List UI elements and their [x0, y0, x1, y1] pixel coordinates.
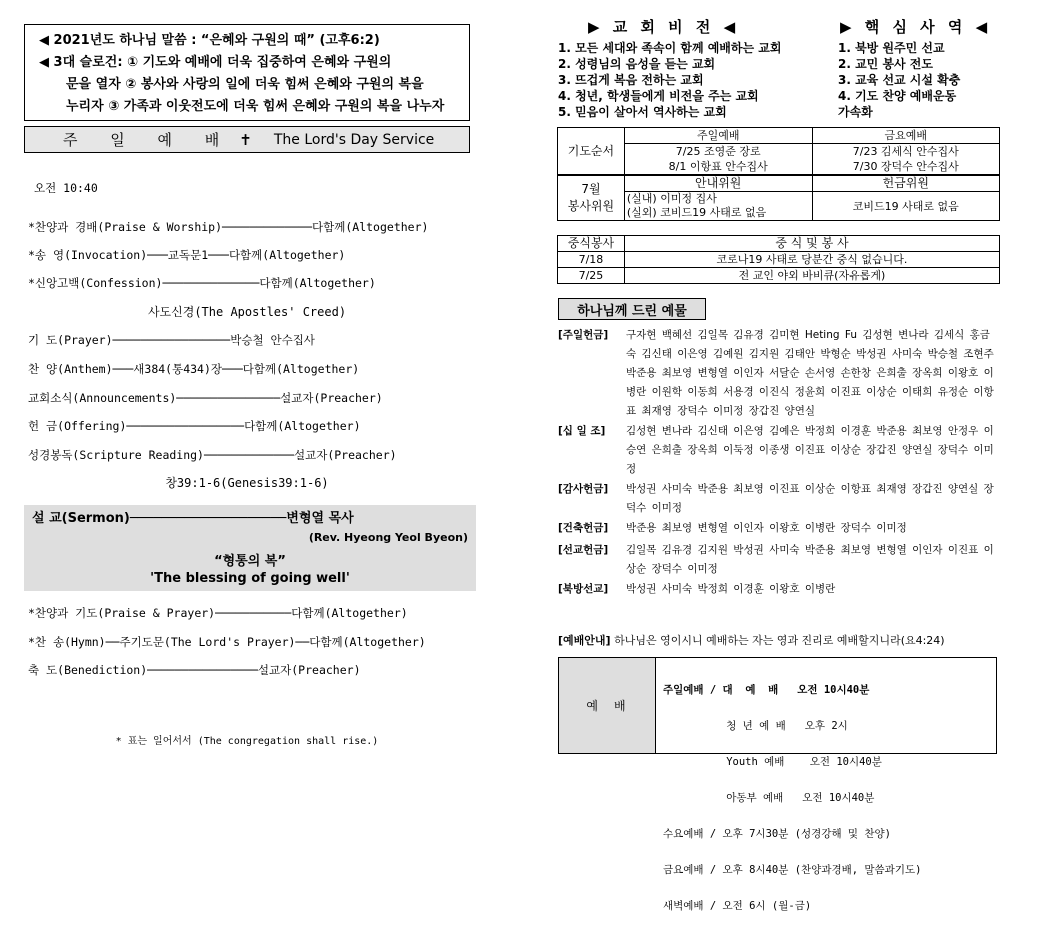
offering-names: 구자현 백혜선 김일목 김유경 김미현 Heting Fu 김성현 변나라 김세식 홍금숙 김신태 이은영 김예원 김지원 김태안 박형순 박성권 사미숙 박승철 조현주 박준용 최보영 변형열 이인자 서달순 손서영 손한창 은희출 장옥희 이왕호 이병란 이원학 이동희 서용경 이진식 정윤희 이진표 이상순 이태희 유정순 이항표 최재영 장덕수 이미정 장갑진 양연실 — [626, 329, 994, 417]
order-confession: *신앙고백(Confession)──────────────다함께(Altogether) — [28, 276, 376, 290]
worship-line: Youth 예배 오전 10시40분 — [663, 756, 882, 768]
table-cell: 8/1 이항표 안수집사 — [624, 159, 812, 175]
table-cell: 전 교인 야외 바비큐(자유롭게) — [624, 268, 999, 284]
sermon-box — [24, 505, 476, 591]
offering-category: [감사헌금] — [558, 483, 609, 495]
guide-label: [예배안내] — [558, 634, 611, 647]
service-header — [24, 126, 470, 153]
service-title-en: The Lord's Day Service — [273, 131, 435, 148]
order-offering: 헌 금(Offering)─────────────────다함께(Altogether) — [28, 419, 361, 433]
table-cell: 코로나19 사태로 당분간 중식 없습니다. — [624, 252, 999, 268]
list-item: 1. 모든 세대와 족속이 함께 예배하는 교회 — [558, 41, 782, 55]
motto-line-1: ◀ 2021년도 하나님 말씀 : “은혜와 구원의 때” (고후6:2) — [39, 33, 380, 48]
motto-line-4: 누리자 ③ 가족과 이웃전도에 더욱 힘써 은혜와 구원의 복을 나누자 — [66, 99, 445, 114]
core-list — [838, 40, 960, 120]
list-item: 가속화 — [838, 105, 873, 119]
offering-head: 헌금위원 — [812, 175, 999, 192]
motto-line-3: 문을 열자 ② 봉사와 사랑의 일에 더욱 힘써 은혜와 구원의 복을 — [66, 77, 424, 92]
lunch-head: 중식봉사 — [558, 236, 625, 252]
vision-list — [558, 40, 781, 120]
table-cell: 7/30 장덕수 안수집사 — [812, 159, 999, 175]
usher-cell — [624, 192, 812, 221]
lunch-head-2: 중 식 및 봉 사 — [624, 236, 999, 252]
vision-title: ▶ 교 회 비 전 ◀ — [588, 18, 740, 36]
offering-category: [주일헌금] — [558, 329, 609, 341]
worship-label: 예배 — [559, 658, 656, 753]
worship-line: 아동부 예배 오전 10시40분 — [663, 792, 875, 804]
prayer-label: 기도순서 — [558, 128, 625, 176]
list-item: 4. 청년, 학생들에게 비전을 주는 교회 — [558, 89, 759, 103]
offering-row — [558, 580, 1000, 599]
list-item: 3. 뜨겁게 복음 전하는 교회 — [558, 73, 704, 87]
list-item: 3. 교육 선교 시설 확충 — [838, 73, 961, 87]
offering-row — [558, 480, 1000, 518]
offering-names: 박준용 최보영 변형열 이인자 이왕호 이병란 장덕수 이미정 — [626, 522, 907, 534]
offering-category: [건축헌금] — [558, 522, 609, 534]
list-item: 5. 믿음이 살아서 역사하는 교회 — [558, 105, 727, 119]
scripture-ref: 창39:1-6(Genesis39:1-6) — [165, 476, 329, 490]
sunday-head: 주일예배 — [624, 128, 812, 144]
order-benediction: 축 도(Benediction)────────────────설교자(Preacher) — [28, 663, 361, 677]
service-title-ko: 주 일 예 배 — [63, 131, 234, 149]
list-item: 4. 기도 찬양 예배운동 — [838, 89, 957, 103]
table-cell: 7/23 김세식 안수집사 — [812, 144, 999, 160]
worship-schedule — [558, 657, 997, 912]
order-hymn: *찬 송(Hymn)──주기도문(The Lord's Prayer)──다함께(Altogether) — [28, 635, 426, 649]
order-invocation: *송 영(Invocation)───교독문1───다함께(Altogether) — [28, 248, 346, 262]
order-sermon: 설 교(Sermon)────────────────────변형열 목사 — [32, 511, 354, 526]
core-title: ▶ 핵 심 사 역 ◀ — [840, 18, 992, 36]
worship-line: 금요예배 / 오후 8시40분 (찬양과경배, 말씀과기도) — [663, 864, 922, 876]
order-praise-prayer: *찬양과 기도(Praise & Prayer)───────────다함께(Altogether) — [28, 606, 408, 620]
offering-row — [558, 519, 1000, 538]
usher-outdoor: (실외) 코비드19 사태로 없음 — [626, 206, 767, 219]
list-item: 2. 성령님의 음성을 듣는 교회 — [558, 57, 716, 71]
offering-names: 김성현 변나라 김신태 이은영 김예은 박정희 이경훈 박준용 최보영 안정우 이승연 은희출 장옥희 이둑정 이종생 이진표 이상순 장갑진 양연실 장덕수 이미정 — [626, 425, 994, 475]
list-item: 2. 교민 봉사 전도 — [838, 57, 933, 71]
cross-icon: ✝ — [239, 130, 252, 149]
lunch-table — [557, 235, 1000, 284]
sermon-title-en: 'The blessing of going well' — [150, 571, 350, 586]
table-cell: 7/25 — [558, 268, 625, 284]
volunteer-month: 7월 — [581, 182, 601, 196]
offering-row — [558, 326, 1000, 421]
offering-row — [558, 541, 1000, 579]
friday-head: 금요예배 — [812, 128, 999, 144]
order-praise-worship: *찬양과 경배(Praise & Worship)─────────────다함께(Altogether) — [28, 220, 429, 234]
offering-category: [북방선교] — [558, 583, 609, 595]
standing-footnote: * 표는 일어서서 (The congregation shall rise.) — [115, 736, 379, 747]
offering-cell: 코비드19 사태로 없음 — [812, 192, 999, 221]
motto-box — [24, 24, 470, 121]
worship-line: 수요예배 / 오후 7시30분 (성경강해 및 찬양) — [663, 828, 892, 840]
apostles-creed: 사도신경(The Apostles' Creed) — [147, 305, 347, 319]
offering-category: [십 일 조] — [558, 425, 606, 437]
preacher-en: (Rev. Hyeong Yeol Byeon) — [308, 531, 468, 544]
offering-names: 박성권 사미숙 박준용 최보영 이진표 이상순 이항표 최재영 장갑진 양연실 장덕수 이미정 — [626, 483, 994, 514]
worship-line: 주일예배 / 대 예 배 오전 10시40분 — [663, 684, 870, 696]
usher-indoor: (실내) 이미정 집사 — [626, 192, 717, 205]
order-announcements: 교회소식(Announcements)───────────────설교자(Preacher) — [28, 391, 383, 405]
volunteer-label — [558, 175, 625, 221]
offering-label: 하나님께 드린 예물 — [558, 298, 706, 320]
order-scripture: 성경봉독(Scripture Reading)─────────────설교자(Preacher) — [28, 448, 397, 462]
order-prayer: 기 도(Prayer)─────────────────박승철 안수집사 — [28, 333, 315, 347]
motto-line-2: ◀ 3대 슬로건: ① 기도와 예배에 더욱 집중하여 은혜와 구원의 — [39, 55, 392, 70]
guide-text: 하나님은 영이시니 예배하는 자는 영과 진리로 예배할지니라(요4:24) — [614, 634, 945, 647]
offering-category: [선교헌금] — [558, 544, 609, 556]
offering-row — [558, 422, 1000, 479]
order-anthem: 찬 양(Anthem)───새384(통434)장───다함께(Altogether) — [28, 362, 360, 376]
offering-names: 김일목 김유경 김지원 박성권 사미숙 박준용 최보영 변형열 이인자 이진표 이상순 장덕수 이미정 — [626, 544, 994, 575]
list-item: 1. 북방 원주민 선교 — [838, 41, 945, 55]
volunteer-label-text: 봉사위원 — [567, 199, 615, 213]
prayer-volunteer-table — [557, 127, 1000, 221]
table-cell: 7/18 — [558, 252, 625, 268]
offering-names: 박성권 사미숙 박정희 이경훈 이왕호 이병란 — [626, 583, 836, 595]
table-cell: 7/25 조영준 장로 — [624, 144, 812, 160]
usher-head: 안내위원 — [624, 175, 812, 192]
service-time: 오전 10:40 — [34, 181, 98, 195]
worship-times — [663, 660, 921, 936]
worship-guide — [558, 632, 945, 648]
worship-line: 새벽예배 / 오전 6시 (월-금) — [663, 900, 812, 912]
worship-line: 청 년 예 배 오후 2시 — [663, 720, 848, 732]
sermon-title-ko: “형통의 복” — [214, 554, 286, 569]
